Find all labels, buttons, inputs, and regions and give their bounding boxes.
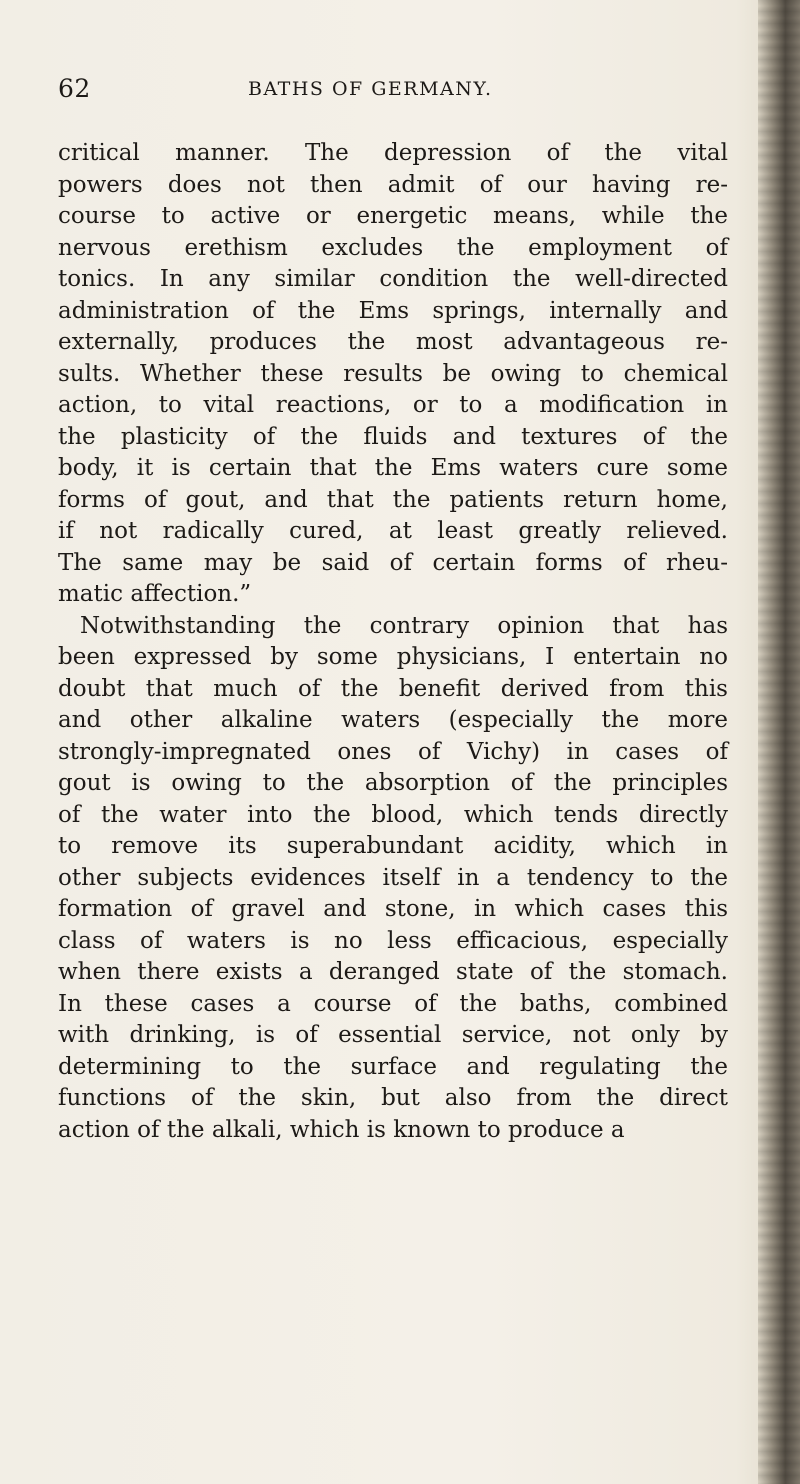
- text-line: externally, produces the most advantageous re-: [58, 329, 728, 355]
- text-line: formation of gravel and stone, in which cases this: [58, 896, 728, 922]
- page-number: 62: [58, 74, 91, 103]
- text-line: critical manner. The depression of the vital: [58, 140, 728, 166]
- text-line: class of waters is no less efficacious, especially: [58, 927, 728, 954]
- text-line: if not radically cured, at least greatly relieved.: [58, 518, 728, 544]
- running-head: BATHS OF GERMANY.: [248, 78, 493, 100]
- text-line: body, it is certain that the Ems waters cure some: [58, 455, 728, 481]
- text-line: powers does not then admit of our having re-: [58, 171, 728, 198]
- text-line: tonics. In any similar condition the well-directed: [58, 266, 728, 292]
- text-line: and other alkaline waters (especially the more: [58, 707, 728, 733]
- text-line: other subjects evidences itself in a tendency to the: [58, 864, 728, 891]
- text-line: to remove its superabundant acidity, which in: [58, 833, 728, 859]
- text-line: matic affection.”: [58, 581, 252, 607]
- text-line: of the water into the blood, which tends directly: [58, 801, 728, 828]
- text-line: administration of the Ems springs, internally and: [58, 297, 728, 324]
- text-line: with drinking, is of essential service, not only by: [58, 1022, 728, 1048]
- text-line: determining to the surface and regulating the: [58, 1053, 728, 1080]
- text-line: strongly-impregnated ones of Vichy) in cases of: [58, 738, 728, 765]
- text-line: action, to vital reactions, or to a modification in: [58, 392, 728, 418]
- page-header: [58, 74, 718, 114]
- text-line: been expressed by some physicians, I entertain no: [58, 644, 728, 670]
- text-line: sults. Whether these results be owing to chemical: [58, 360, 728, 387]
- text-line: doubt that much of the benefit derived from this: [58, 675, 728, 702]
- text-line: when there exists a deranged state of the stomach.: [58, 959, 728, 985]
- text-line: action of the alkali, which is known to produce a: [58, 1116, 625, 1143]
- text-line: the plasticity of the fluids and textures of the: [58, 423, 728, 450]
- text-line: gout is owing to the absorption of the principles: [58, 770, 728, 796]
- body-text: [58, 138, 728, 1146]
- text-line: In these cases a course of the baths, combined: [58, 990, 728, 1017]
- text-line: Notwithstanding the contrary opinion that has: [80, 612, 728, 639]
- text-line: course to active or energetic means, while the: [58, 203, 728, 229]
- book-binding-edge: [758, 0, 800, 1484]
- text-line: nervous erethism excludes the employment of: [58, 234, 728, 261]
- text-line: functions of the skin, but also from the direct: [58, 1085, 728, 1111]
- text-line: forms of gout, and that the patients return home,: [58, 486, 728, 513]
- text-line: The same may be said of certain forms of rheu-: [58, 549, 728, 576]
